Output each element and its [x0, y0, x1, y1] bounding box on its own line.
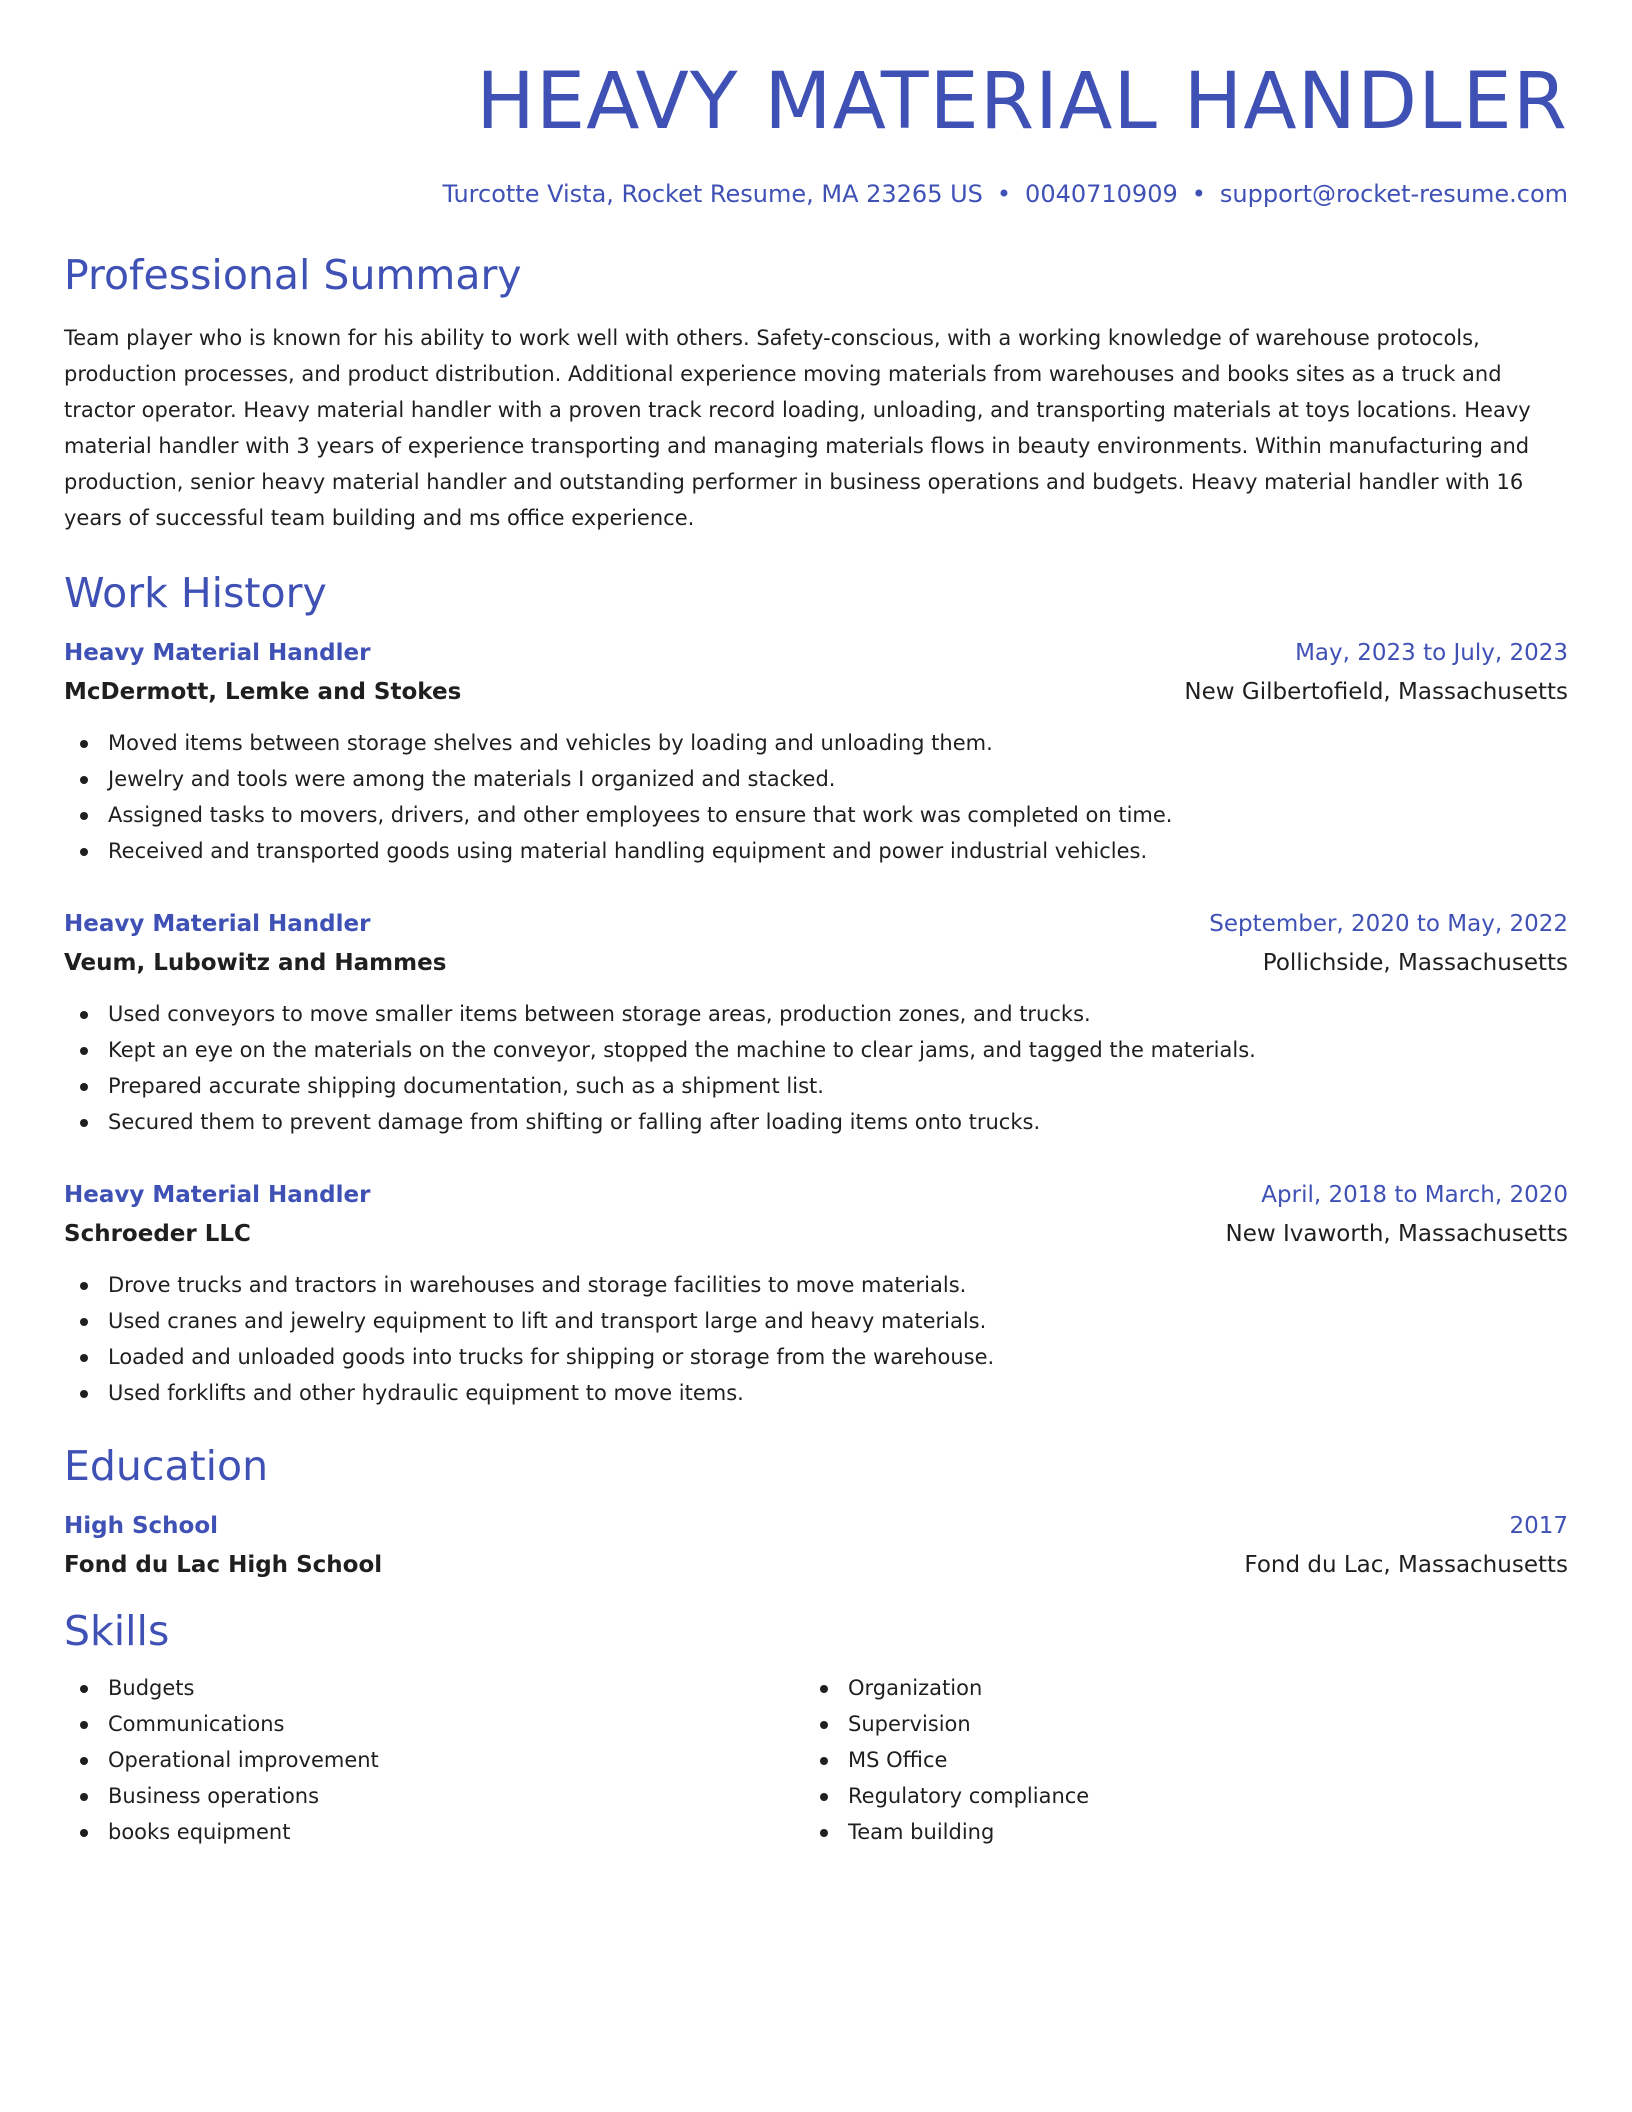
- summary-text: Team player who is known for his ability to work well with others. Safety-conscious, with a working knowledge of warehouse protocols, production processes, and product distribution. Additional experience moving materials from warehouses and books sites as a truck and tractor operator. Heavy material handler with a proven track record loading, unloading, and transporting materials at toys locations. Heavy material handler with 3 years of experience transporting and managing materials flows in beauty environments. Within manufacturing and production, senior heavy material handler and outstanding performer in business operations and budgets. Heavy material handler with 16 years of successful team building and ms office experience.: [64, 326, 1531, 530]
- contact-line: [64, 178, 1568, 210]
- education-degree: High School: [64, 1513, 219, 1539]
- contact-address: Turcotte Vista, Rocket Resume, MA 23265 US: [442, 180, 983, 208]
- job-header-row: [64, 636, 1568, 670]
- skills-column-left: [64, 1670, 804, 1850]
- skills-list-left: [64, 1670, 804, 1850]
- education-header-row: [64, 1509, 1568, 1543]
- job-header-row: [64, 907, 1568, 941]
- education-location: Fond du Lac, Massachusetts: [1244, 1552, 1568, 1578]
- job-company: McDermott, Lemke and Stokes: [64, 679, 462, 705]
- skill-item: MS Office: [804, 1742, 1544, 1778]
- skills-column-right: [804, 1670, 1544, 1850]
- job-bullet: Used cranes and jewelry equipment to lift and transport large and heavy materials.: [64, 1303, 1568, 1339]
- summary-heading: Professional Summary: [64, 251, 522, 299]
- skill-item: Team building: [804, 1814, 1544, 1850]
- job-title: Heavy Material Handler: [64, 1182, 371, 1208]
- job-bullet: Jewelry and tools were among the materials I organized and stacked.: [64, 761, 1568, 797]
- skills-list-right: [804, 1670, 1544, 1850]
- job-dates: April, 2018 to March, 2020: [1261, 1182, 1568, 1208]
- job-header-row: [64, 1178, 1568, 1212]
- job-bullet-list: [64, 725, 1568, 869]
- contact-separator: •: [996, 180, 1012, 208]
- job-bullet: Secured them to prevent damage from shifting or falling after loading items onto trucks.: [64, 1104, 1568, 1140]
- job-company-row: [64, 675, 1568, 709]
- job-title: Heavy Material Handler: [64, 640, 371, 666]
- job-company-row: [64, 1217, 1568, 1251]
- skills-columns: [64, 1670, 1568, 1850]
- education-entry: [64, 1509, 1568, 1582]
- job-location: New Ivaworth, Massachusetts: [1225, 1221, 1568, 1247]
- job-title: Heavy Material Handler: [64, 911, 371, 937]
- job-company-row: [64, 946, 1568, 980]
- skill-item: Organization: [804, 1670, 1544, 1706]
- job-bullet-list: [64, 1267, 1568, 1411]
- education-heading: Education: [64, 1442, 269, 1490]
- education-school: Fond du Lac High School: [64, 1552, 383, 1578]
- job-entry: [64, 907, 1568, 1140]
- job-location: New Gilbertofield, Massachusetts: [1184, 679, 1568, 705]
- skill-item: Communications: [64, 1706, 804, 1742]
- job-location: Pollichside, Massachusetts: [1262, 950, 1568, 976]
- job-entry: [64, 636, 1568, 869]
- job-bullet: Loaded and unloaded goods into trucks for shipping or storage from the warehouse.: [64, 1339, 1568, 1375]
- skill-item: Operational improvement: [64, 1742, 804, 1778]
- skill-item: Business operations: [64, 1778, 804, 1814]
- job-bullet: Used conveyors to move smaller items between storage areas, production zones, and trucks.: [64, 996, 1568, 1032]
- job-bullet: Drove trucks and tractors in warehouses and storage facilities to move materials.: [64, 1267, 1568, 1303]
- resume-name: HEAVY MATERIAL HANDLER: [476, 57, 1568, 147]
- work-history-heading: Work History: [64, 569, 327, 617]
- skill-item: Budgets: [64, 1670, 804, 1706]
- skill-item: books equipment: [64, 1814, 804, 1850]
- contact-email[interactable]: support@rocket-resume.com: [1219, 180, 1568, 208]
- skill-item: Supervision: [804, 1706, 1544, 1742]
- education-school-row: [64, 1548, 1568, 1582]
- job-bullet: Assigned tasks to movers, drivers, and other employees to ensure that work was completed on time.: [64, 797, 1568, 833]
- job-bullet: Prepared accurate shipping documentation, such as a shipment list.: [64, 1068, 1568, 1104]
- job-company: Schroeder LLC: [64, 1221, 251, 1247]
- skills-heading: Skills: [64, 1607, 170, 1655]
- contact-separator: •: [1191, 180, 1206, 208]
- job-dates: September, 2020 to May, 2022: [1209, 911, 1568, 937]
- job-dates: May, 2023 to July, 2023: [1295, 640, 1568, 666]
- job-bullet-list: [64, 996, 1568, 1140]
- contact-phone: 0040710909: [1025, 180, 1178, 208]
- job-bullet: Received and transported goods using material handling equipment and power industrial vehicles.: [64, 833, 1568, 869]
- job-bullet: Moved items between storage shelves and vehicles by loading and unloading them.: [64, 725, 1568, 761]
- education-year: 2017: [1509, 1513, 1568, 1539]
- skill-item: Regulatory compliance: [804, 1778, 1544, 1814]
- job-bullet: Used forklifts and other hydraulic equipment to move items.: [64, 1375, 1568, 1411]
- job-entry: [64, 1178, 1568, 1411]
- job-company: Veum, Lubowitz and Hammes: [64, 950, 447, 976]
- job-bullet: Kept an eye on the materials on the conveyor, stopped the machine to clear jams, and tagged the materials.: [64, 1032, 1568, 1068]
